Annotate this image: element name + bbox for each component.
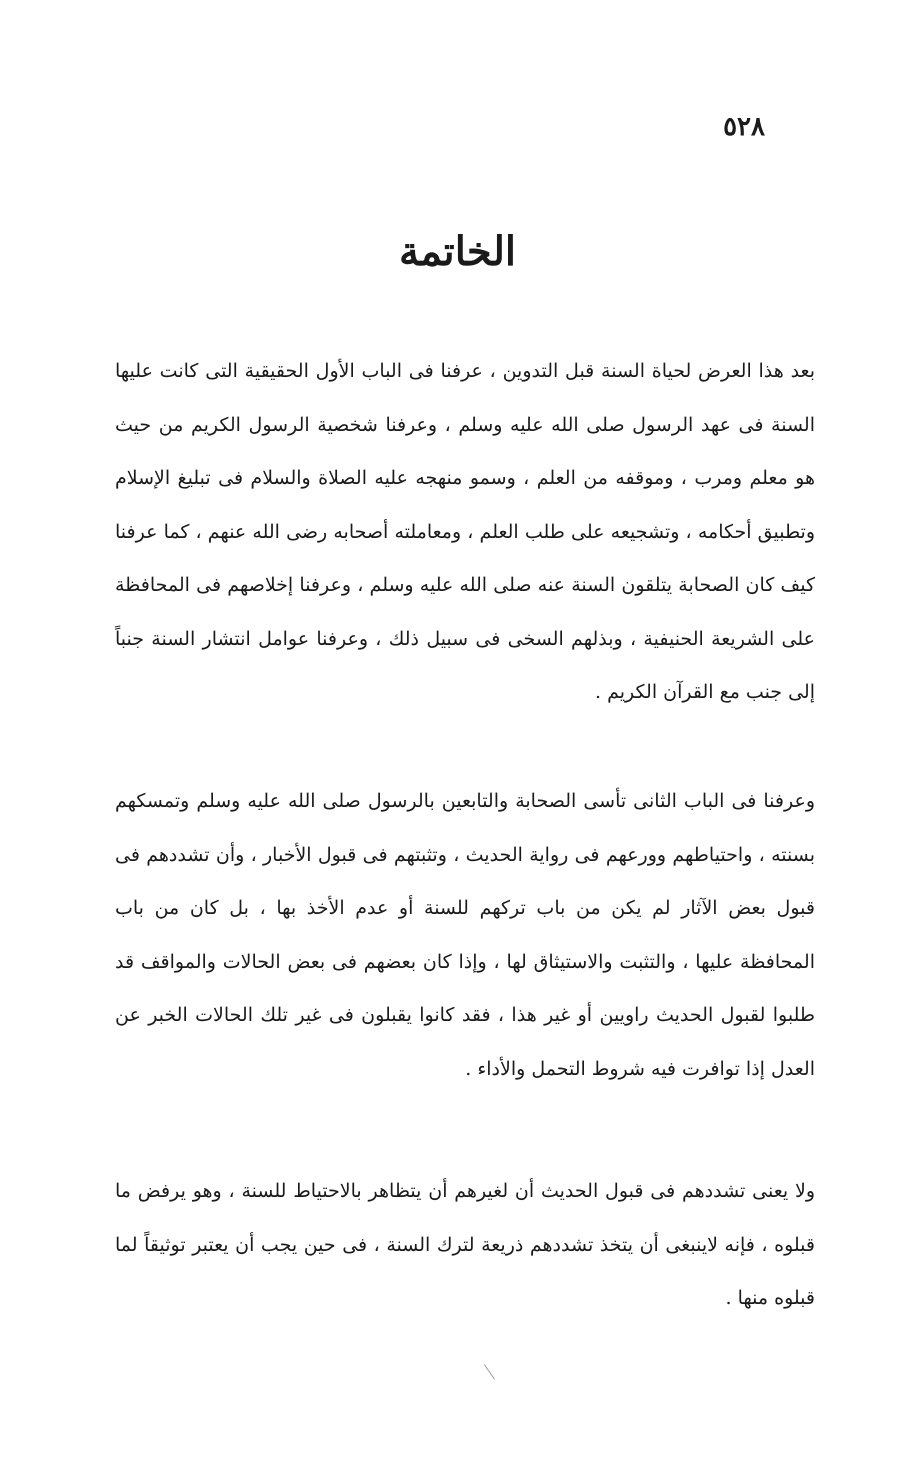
paragraph-2: وعرفنا فى الباب الثانى تأسى الصحابة والتابعين بالرسول صلى الله عليه وسلم وتمسكهم بسنته ، واحتياطهم وورعهم فى رواية الحديث ، وتثبتهم فى قبول الأخبار ، وأن تشددهم فى قبول بعض الآثار لم يكن من باب تركهم للسنة أو عدم الأخذ بها ، بل كان من باب المحافظة عليها ، والتثبت والاستيثاق لها ، وإذا كان بعضهم فى بعض الحالات والمواقف قد طلبوا لقبول الحديث راويين أو غير هذا ، فقد كانوا يقبلون فى غير تلك الحالات الخبر عن العدل إذا توافرت فيه شروط التحمل والأداء . xyxy=(115,790,815,1080)
paragraph-3: ولا يعنى تشددهم فى قبول الحديث أن لغيرهم أن يتظاهر بالاحتياط للسنة ، وهو يرفض ما قبلوه ، فإنه لاينبغى أن يتخذ تشددهم ذريعة لترك السنة ، فى حين يجب أن يعتبر توثيقاً لما قبلوه منها . xyxy=(115,1180,815,1309)
page-number: ٥٢٨ xyxy=(723,112,765,142)
stray-mark xyxy=(484,1358,503,1379)
page-title: الخاتمة xyxy=(398,228,516,275)
paragraph-1: بعد هذا العرض لحياة السنة قبل التدوين ، عرفنا فى الباب الأول الحقيقية التى كانت عليها السنة فى عهد الرسول صلى الله عليه وسلم ، وعرفنا شخصية الرسول الكريم من حيث هو معلم ومرب ، وموقفه من العلم ، وسمو منهجه عليه الصلاة والسلام فى تبليغ الإسلام وتطبيق أحكامه ، وتشجيعه على طلب العلم ، ومعاملته أصحابه رضى الله عنهم ، كما عرفنا كيف كان الصحابة يتلقون السنة عنه صلى الله عليه وسلم ، وعرفنا إخلاصهم فى المحافظة على الشريعة الحنيفية ، وبذلهم السخى فى سبيل ذلك ، وعرفنا عوامل انتشار السنة جنباً إلى جنب مع القرآن الكريم . xyxy=(115,360,815,703)
